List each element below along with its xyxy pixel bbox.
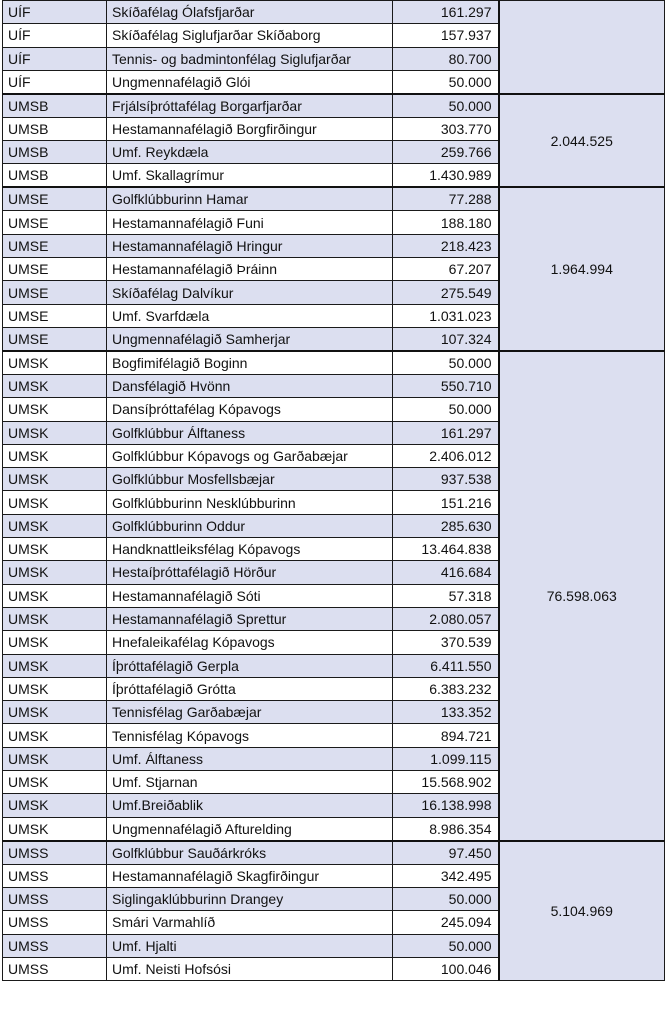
amount-cell: 50.000 [393,351,499,375]
federation-code-cell: UMSK [3,724,107,747]
club-name-cell: Hestamannafélagið Hringur [107,234,393,257]
federation-code-cell: UMSB [3,141,107,164]
federation-code-cell: UMSS [3,934,107,957]
amount-cell: 133.352 [393,701,499,724]
amount-cell: 151.216 [393,491,499,514]
club-name-cell: Hestamannafélagið Borgfirðingur [107,117,393,140]
table-row [3,351,665,375]
club-name-cell: Golfklúbburinn Nesklúbburinn [107,491,393,514]
amount-cell: 157.937 [393,24,499,47]
federation-code-cell: UMSK [3,444,107,467]
club-name-cell: Skíðafélag Siglufjarðar Skíðaborg [107,24,393,47]
federation-code-cell: UMSK [3,584,107,607]
federation-code-cell: UMSK [3,794,107,817]
club-name-cell: Handknattleiksfélag Kópavogs [107,538,393,561]
group-total-cell [499,1,665,94]
federation-code-cell: UMSK [3,701,107,724]
federation-code-cell: UÍF [3,1,107,24]
federation-code-cell: UMSK [3,421,107,444]
club-name-cell: Golfklúbbur Álftaness [107,421,393,444]
amount-cell: 50.000 [393,94,499,118]
amount-cell: 303.770 [393,117,499,140]
amount-cell: 285.630 [393,514,499,537]
table-row [3,94,665,118]
federation-code-cell: UMSK [3,468,107,491]
club-name-cell: Íþróttafélagið Grótta [107,677,393,700]
federation-code-cell: UMSK [3,747,107,770]
amount-cell: 188.180 [393,211,499,234]
amount-cell: 50.000 [393,887,499,910]
table-row [3,1,665,24]
federation-code-cell: UMSK [3,631,107,654]
club-name-cell: Umf. Reykdæla [107,141,393,164]
amount-cell: 894.721 [393,724,499,747]
federation-code-cell: UMSS [3,841,107,865]
federation-code-cell: UMSE [3,258,107,281]
federation-code-cell: UMSS [3,957,107,980]
club-name-cell: Hestamannafélagið Sprettur [107,607,393,630]
club-name-cell: Umf. Neisti Hofsósi [107,957,393,980]
federation-code-cell: UMSK [3,538,107,561]
federation-code-cell: UMSK [3,817,107,841]
amount-cell: 80.700 [393,47,499,70]
federation-code-cell: UÍF [3,47,107,70]
federation-code-cell: UMSK [3,654,107,677]
club-name-cell: Hestamannafélagið Funi [107,211,393,234]
club-name-cell: Umf.Breiðablik [107,794,393,817]
federation-code-cell: UMSS [3,911,107,934]
club-name-cell: Hnefaleikafélag Kópavogs [107,631,393,654]
club-name-cell: Umf. Álftaness [107,747,393,770]
amount-cell: 77.288 [393,187,499,211]
amount-cell: 16.138.998 [393,794,499,817]
federation-code-cell: UÍF [3,24,107,47]
group-total-cell: 5.104.969 [499,841,665,981]
amount-cell: 161.297 [393,1,499,24]
amount-cell: 97.450 [393,841,499,865]
federation-code-cell: UMSE [3,187,107,211]
amount-cell: 15.568.902 [393,771,499,794]
club-name-cell: Golfklúbbur Kópavogs og Garðabæjar [107,444,393,467]
amount-cell: 342.495 [393,864,499,887]
club-name-cell: Smári Varmahlíð [107,911,393,934]
group-total-cell: 2.044.525 [499,94,665,188]
amount-cell: 50.000 [393,70,499,94]
federation-code-cell: UMSB [3,94,107,118]
federation-code-cell: UMSK [3,491,107,514]
federation-code-cell: UMSK [3,561,107,584]
amount-cell: 50.000 [393,934,499,957]
amount-cell: 416.684 [393,561,499,584]
amount-cell: 1.099.115 [393,747,499,770]
federation-code-cell: UMSB [3,117,107,140]
federation-code-cell: UMSK [3,398,107,421]
federation-code-cell: UÍF [3,70,107,94]
club-name-cell: Ungmennafélagið Afturelding [107,817,393,841]
federation-code-cell: UMSK [3,514,107,537]
amount-cell: 100.046 [393,957,499,980]
federation-code-cell: UMSS [3,887,107,910]
grants-table [2,0,665,981]
federation-code-cell: UMSE [3,327,107,351]
club-name-cell: Umf. Hjalti [107,934,393,957]
amount-cell: 161.297 [393,421,499,444]
club-name-cell: Golfklúbburinn Oddur [107,514,393,537]
club-name-cell: Hestaíþróttafélagið Hörður [107,561,393,584]
federation-code-cell: UMSK [3,607,107,630]
federation-code-cell: UMSE [3,211,107,234]
club-name-cell: Umf. Svarfdæla [107,304,393,327]
club-name-cell: Tennis- og badmintonfélag Siglufjarðar [107,47,393,70]
club-name-cell: Ungmennafélagið Samherjar [107,327,393,351]
amount-cell: 275.549 [393,281,499,304]
amount-cell: 1.031.023 [393,304,499,327]
federation-code-cell: UMSB [3,164,107,188]
federation-code-cell: UMSE [3,304,107,327]
amount-cell: 218.423 [393,234,499,257]
amount-cell: 8.986.354 [393,817,499,841]
club-name-cell: Tennisfélag Kópavogs [107,724,393,747]
club-name-cell: Frjálsíþróttafélag Borgarfjarðar [107,94,393,118]
federation-code-cell: UMSS [3,864,107,887]
club-name-cell: Skíðafélag Dalvíkur [107,281,393,304]
amount-cell: 370.539 [393,631,499,654]
grants-table-body [3,1,665,981]
club-name-cell: Siglingaklúbburinn Drangey [107,887,393,910]
club-name-cell: Hestamannafélagið Þráinn [107,258,393,281]
club-name-cell: Skíðafélag Ólafsfjarðar [107,1,393,24]
amount-cell: 2.080.057 [393,607,499,630]
club-name-cell: Hestamannafélagið Skagfirðingur [107,864,393,887]
club-name-cell: Dansfélagið Hvönn [107,374,393,397]
federation-code-cell: UMSK [3,351,107,375]
club-name-cell: Tennisfélag Garðabæjar [107,701,393,724]
amount-cell: 6.383.232 [393,677,499,700]
amount-cell: 550.710 [393,374,499,397]
federation-code-cell: UMSE [3,234,107,257]
amount-cell: 107.324 [393,327,499,351]
amount-cell: 937.538 [393,468,499,491]
amount-cell: 245.094 [393,911,499,934]
club-name-cell: Golfklúbbur Sauðárkróks [107,841,393,865]
club-name-cell: Golfklúbbur Mosfellsbæjar [107,468,393,491]
club-name-cell: Hestamannafélagið Sóti [107,584,393,607]
club-name-cell: Umf. Skallagrímur [107,164,393,188]
federation-code-cell: UMSK [3,677,107,700]
federation-code-cell: UMSK [3,771,107,794]
group-total-cell: 76.598.063 [499,351,665,841]
table-row [3,187,665,211]
club-name-cell: Bogfimifélagið Boginn [107,351,393,375]
federation-code-cell: UMSK [3,374,107,397]
group-total-cell: 1.964.994 [499,187,665,350]
amount-cell: 13.464.838 [393,538,499,561]
amount-cell: 1.430.989 [393,164,499,188]
club-name-cell: Umf. Stjarnan [107,771,393,794]
club-name-cell: Íþróttafélagið Gerpla [107,654,393,677]
amount-cell: 259.766 [393,141,499,164]
amount-cell: 6.411.550 [393,654,499,677]
amount-cell: 57.318 [393,584,499,607]
amount-cell: 2.406.012 [393,444,499,467]
club-name-cell: Golfklúbburinn Hamar [107,187,393,211]
club-name-cell: Ungmennafélagið Glói [107,70,393,94]
amount-cell: 50.000 [393,398,499,421]
table-row [3,841,665,865]
amount-cell: 67.207 [393,258,499,281]
club-name-cell: Dansíþróttafélag Kópavogs [107,398,393,421]
federation-code-cell: UMSE [3,281,107,304]
